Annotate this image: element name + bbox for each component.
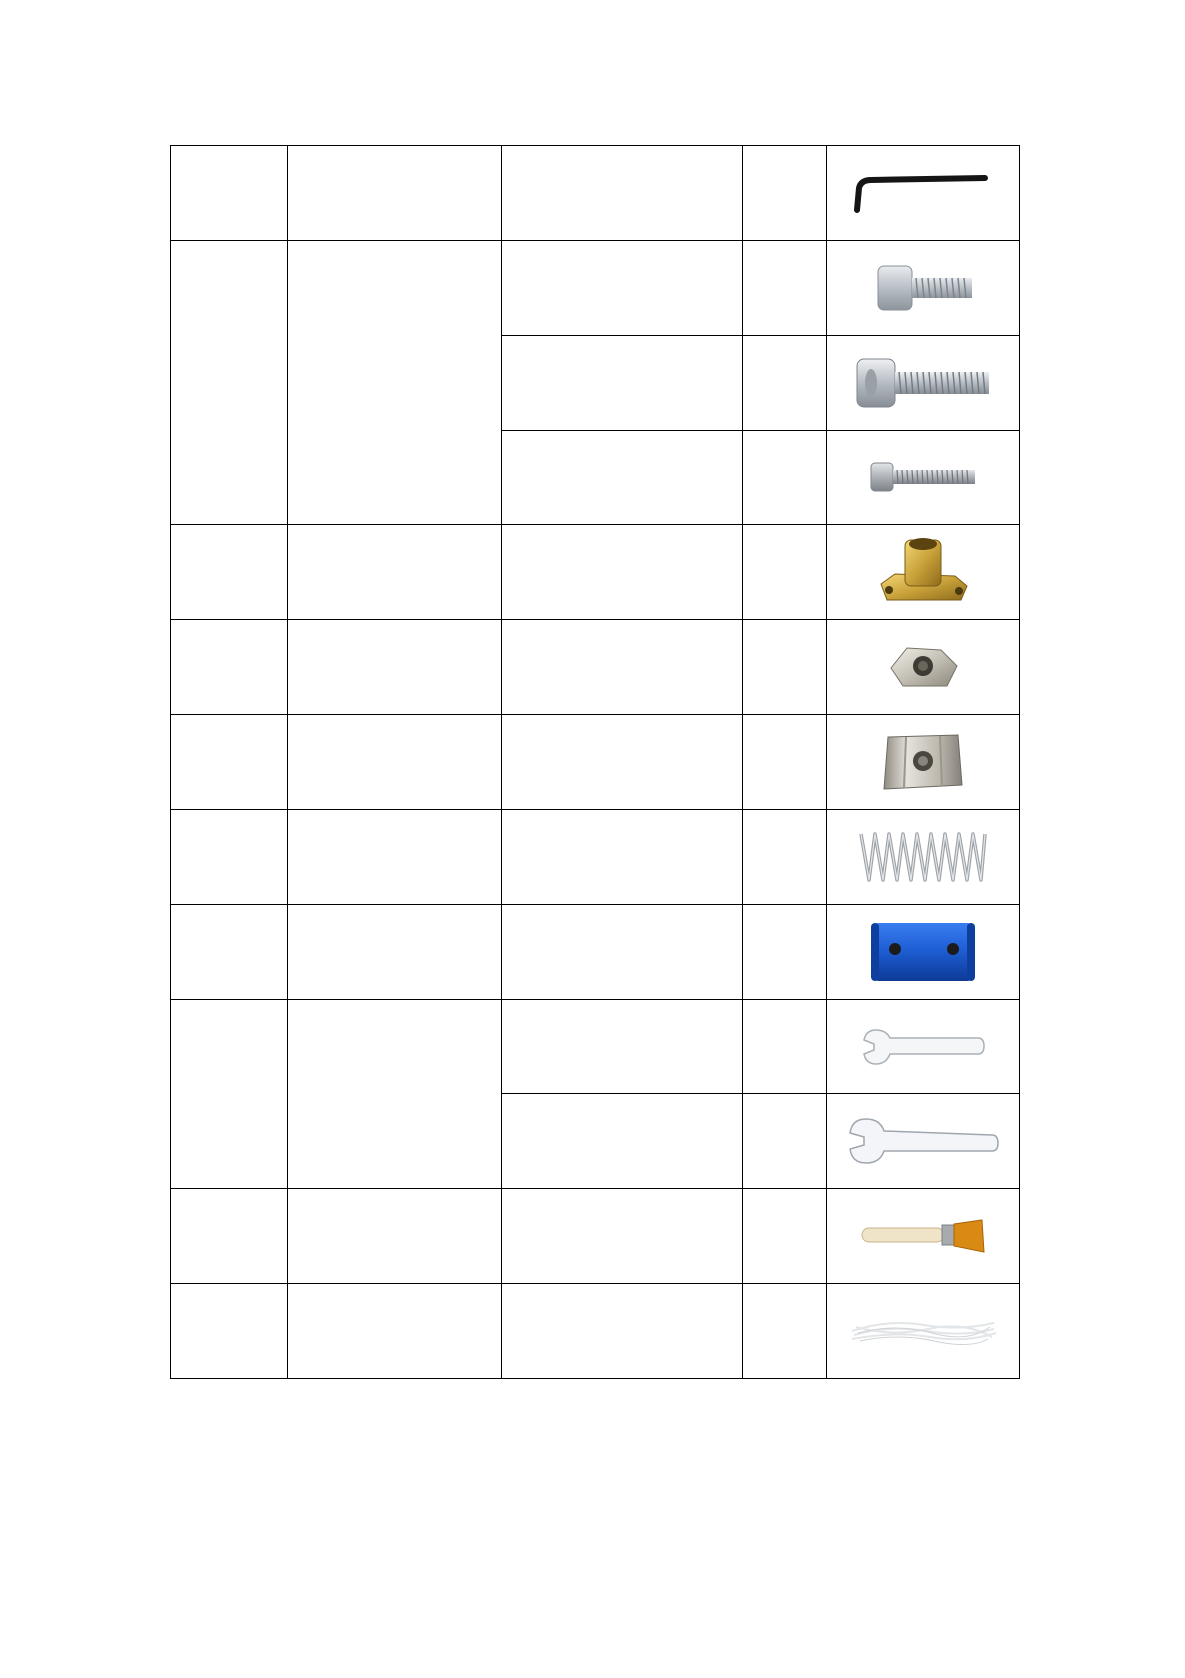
item-image-cell (827, 904, 1020, 999)
item-qty-cell (743, 999, 827, 1094)
small-flat-wrench-icon (860, 1026, 986, 1068)
item-name-cell (288, 715, 502, 810)
item-number-cell (171, 715, 288, 810)
item-qty-cell (743, 1284, 827, 1379)
table-row (171, 809, 1020, 904)
table-row (171, 715, 1020, 810)
item-image-cell (827, 1284, 1020, 1379)
short-socket-cap-screw-icon (868, 262, 978, 314)
item-qty-cell (743, 335, 827, 430)
item-qty-cell (743, 525, 827, 620)
item-spec-cell (502, 715, 743, 810)
hex-key-icon (853, 168, 993, 218)
item-name-cell (288, 809, 502, 904)
item-image-cell (827, 1189, 1020, 1284)
cleaning-brush-icon (858, 1216, 988, 1256)
item-spec-cell (502, 335, 743, 430)
item-image-cell (827, 715, 1020, 810)
item-name-cell (288, 240, 502, 525)
item-number-cell (171, 525, 288, 620)
item-number-cell (171, 809, 288, 904)
item-spec-cell (502, 1189, 743, 1284)
item-number-cell (171, 146, 288, 241)
cable-ties-icon (848, 1311, 998, 1351)
item-spec-cell (502, 146, 743, 241)
table-row (171, 999, 1020, 1094)
long-socket-cap-screw-icon (853, 355, 993, 411)
large-flat-wrench-icon (846, 1115, 1000, 1167)
compression-spring-icon (855, 826, 991, 888)
item-image-cell (827, 146, 1020, 241)
item-image-cell (827, 1094, 1020, 1189)
item-qty-cell (743, 620, 827, 715)
item-image-cell (827, 809, 1020, 904)
item-spec-cell (502, 620, 743, 715)
item-image-cell (827, 335, 1020, 430)
item-qty-cell (743, 1094, 827, 1189)
item-qty-cell (743, 1189, 827, 1284)
table-row (171, 904, 1020, 999)
item-qty-cell (743, 809, 827, 904)
item-spec-cell (502, 525, 743, 620)
item-qty-cell (743, 430, 827, 525)
table-row (171, 620, 1020, 715)
table-row (171, 240, 1020, 335)
item-name-cell (288, 620, 502, 715)
slim-socket-cap-screw-icon (867, 457, 979, 497)
item-qty-cell (743, 240, 827, 335)
item-qty-cell (743, 904, 827, 999)
item-spec-cell (502, 809, 743, 904)
parts-table (170, 145, 1020, 1379)
brass-lead-screw-nut-icon (875, 534, 971, 610)
item-number-cell (171, 240, 288, 525)
item-spec-cell (502, 240, 743, 335)
item-number-cell (171, 1189, 288, 1284)
item-name-cell (288, 1189, 502, 1284)
item-name-cell (288, 904, 502, 999)
item-number-cell (171, 999, 288, 1189)
item-name-cell (288, 1284, 502, 1379)
item-spec-cell (502, 999, 743, 1094)
table-row (171, 1189, 1020, 1284)
item-name-cell (288, 146, 502, 241)
table-row (171, 525, 1020, 620)
blue-shaft-coupler-icon (867, 919, 979, 985)
item-image-cell (827, 430, 1020, 525)
item-number-cell (171, 904, 288, 999)
item-spec-cell (502, 904, 743, 999)
item-image-cell (827, 999, 1020, 1094)
item-image-cell (827, 240, 1020, 335)
table-row (171, 1284, 1020, 1379)
item-spec-cell (502, 430, 743, 525)
t-slot-hammer-nut-icon (885, 642, 961, 692)
item-name-cell (288, 525, 502, 620)
item-spec-cell (502, 1284, 743, 1379)
item-number-cell (171, 620, 288, 715)
item-name-cell (288, 999, 502, 1189)
item-qty-cell (743, 146, 827, 241)
item-number-cell (171, 1284, 288, 1379)
item-qty-cell (743, 715, 827, 810)
sliding-t-nut-plate-icon (880, 729, 966, 795)
item-image-cell (827, 620, 1020, 715)
item-image-cell (827, 525, 1020, 620)
item-spec-cell (502, 1094, 743, 1189)
table-row (171, 146, 1020, 241)
